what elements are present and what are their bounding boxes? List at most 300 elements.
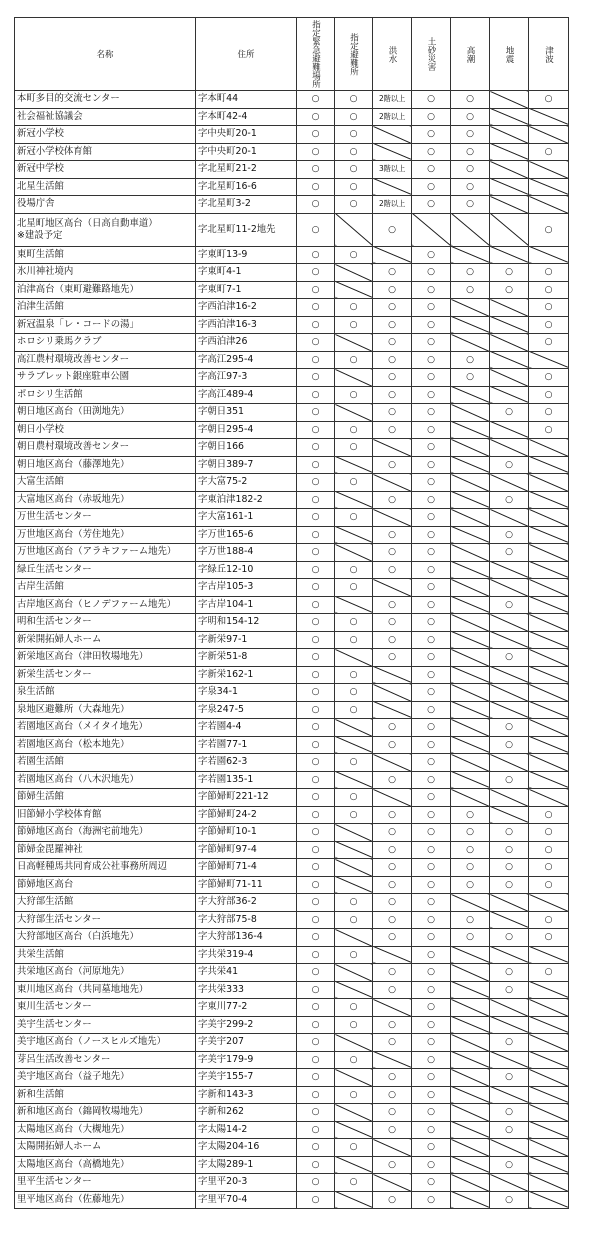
site-address: 字東町13-9 <box>196 246 297 264</box>
mark-tsunami: ○ <box>529 824 569 842</box>
mark-flood: ○ <box>373 929 412 947</box>
header-address: 住所 <box>196 18 297 91</box>
mark-landslide: ○ <box>412 1104 451 1122</box>
not-applicable-earthquake <box>490 126 529 144</box>
mark-storm-surge: ○ <box>451 264 490 282</box>
mark-flood: ○ <box>373 1034 412 1052</box>
mark-landslide: ○ <box>412 509 451 527</box>
site-address: 字東泊津182-2 <box>196 491 297 509</box>
mark-flood: ○ <box>373 491 412 509</box>
table-row <box>15 178 569 196</box>
not-applicable-tsunami <box>529 439 569 457</box>
not-applicable-tsunami <box>529 509 569 527</box>
table-row <box>15 334 569 352</box>
mark-earthquake: ○ <box>490 1191 529 1209</box>
table-row <box>15 806 569 824</box>
mark-landslide: ○ <box>412 999 451 1017</box>
site-address: 字西泊津26 <box>196 334 297 352</box>
not-applicable-earthquake <box>490 1139 529 1157</box>
mark-emergency: ○ <box>297 1016 335 1034</box>
mark-flood: 3階以上 <box>373 161 412 179</box>
site-name: 共栄地区高台（河原地先） <box>15 964 196 982</box>
header-earthquake: 地震 <box>490 18 529 91</box>
not-applicable-storm-surge <box>451 456 490 474</box>
not-applicable-storm-surge <box>451 213 490 246</box>
mark-shelter: ○ <box>335 143 373 161</box>
site-address: 字東川77-2 <box>196 999 297 1017</box>
not-applicable-flood <box>373 246 412 264</box>
mark-landslide: ○ <box>412 1086 451 1104</box>
mark-shelter: ○ <box>335 561 373 579</box>
site-name: 若園地区高台（メイタイ地先） <box>15 719 196 737</box>
mark-shelter: ○ <box>335 421 373 439</box>
table-row <box>15 439 569 457</box>
not-applicable-earthquake <box>490 1051 529 1069</box>
site-name: 高江農村環境改善センター <box>15 351 196 369</box>
not-applicable-storm-surge <box>451 1034 490 1052</box>
not-applicable-tsunami <box>529 999 569 1017</box>
site-name: 古岸生活館 <box>15 579 196 597</box>
not-applicable-storm-surge <box>451 771 490 789</box>
site-address: 字朝日295-4 <box>196 421 297 439</box>
table-row <box>15 1104 569 1122</box>
not-applicable-tsunami <box>529 771 569 789</box>
not-applicable-flood <box>373 439 412 457</box>
mark-emergency: ○ <box>297 736 335 754</box>
mark-emergency: ○ <box>297 824 335 842</box>
mark-emergency: ○ <box>297 771 335 789</box>
site-name: 美宇地区高台（益子地先） <box>15 1069 196 1087</box>
mark-earthquake: ○ <box>490 1104 529 1122</box>
mark-shelter: ○ <box>335 108 373 126</box>
mark-flood: ○ <box>373 1104 412 1122</box>
mark-landslide: ○ <box>412 876 451 894</box>
evacuation-site-table <box>14 17 569 1209</box>
not-applicable-tsunami <box>529 474 569 492</box>
not-applicable-storm-surge <box>451 946 490 964</box>
mark-tsunami: ○ <box>529 876 569 894</box>
table-row <box>15 143 569 161</box>
mark-landslide: ○ <box>412 736 451 754</box>
site-address: 字若園77-1 <box>196 736 297 754</box>
site-name: 新冠温泉「レ・コードの湯」 <box>15 316 196 334</box>
site-address: 字北星町3-2 <box>196 196 297 214</box>
site-name: 共栄生活館 <box>15 946 196 964</box>
not-applicable-storm-surge <box>451 421 490 439</box>
table-row <box>15 91 569 109</box>
mark-flood: 2階以上 <box>373 91 412 109</box>
not-applicable-tsunami <box>529 1069 569 1087</box>
mark-storm-surge: ○ <box>451 806 490 824</box>
not-applicable-tsunami <box>529 351 569 369</box>
site-address: 字若園4-4 <box>196 719 297 737</box>
site-name: 大狩部地区高台（白浜地先） <box>15 929 196 947</box>
mark-flood: ○ <box>373 841 412 859</box>
not-applicable-tsunami <box>529 1191 569 1209</box>
mark-tsunami: ○ <box>529 964 569 982</box>
site-address: 字共栄41 <box>196 964 297 982</box>
site-name: 節婦生活館 <box>15 789 196 807</box>
not-applicable-flood <box>373 1174 412 1192</box>
mark-emergency: ○ <box>297 1086 335 1104</box>
site-name: 新栄開拓婦人ホーム <box>15 631 196 649</box>
mark-emergency: ○ <box>297 649 335 667</box>
site-address: 字新和262 <box>196 1104 297 1122</box>
mark-landslide: ○ <box>412 196 451 214</box>
mark-earthquake: ○ <box>490 859 529 877</box>
not-applicable-earthquake <box>490 246 529 264</box>
mark-flood: ○ <box>373 281 412 299</box>
mark-landslide: ○ <box>412 404 451 422</box>
mark-flood: ○ <box>373 421 412 439</box>
mark-tsunami: ○ <box>529 143 569 161</box>
mark-landslide: ○ <box>412 754 451 772</box>
mark-emergency: ○ <box>297 526 335 544</box>
mark-tsunami: ○ <box>529 386 569 404</box>
site-name: 泉生活館 <box>15 684 196 702</box>
not-applicable-earthquake <box>490 1174 529 1192</box>
site-address: 字朝日351 <box>196 404 297 422</box>
not-applicable-tsunami <box>529 701 569 719</box>
mark-emergency: ○ <box>297 108 335 126</box>
site-address: 字大狩部36-2 <box>196 894 297 912</box>
mark-flood: ○ <box>373 964 412 982</box>
table-row <box>15 456 569 474</box>
not-applicable-shelter <box>335 1121 373 1139</box>
mark-emergency: ○ <box>297 929 335 947</box>
not-applicable-tsunami <box>529 736 569 754</box>
mark-emergency: ○ <box>297 264 335 282</box>
site-address: 字節婦町221-12 <box>196 789 297 807</box>
mark-landslide: ○ <box>412 596 451 614</box>
not-applicable-storm-surge <box>451 701 490 719</box>
table-row <box>15 421 569 439</box>
mark-landslide: ○ <box>412 1069 451 1087</box>
not-applicable-earthquake <box>490 334 529 352</box>
mark-landslide: ○ <box>412 264 451 282</box>
mark-emergency: ○ <box>297 369 335 387</box>
not-applicable-storm-surge <box>451 561 490 579</box>
site-name: 新冠小学校 <box>15 126 196 144</box>
table-row <box>15 1156 569 1174</box>
mark-tsunami: ○ <box>529 911 569 929</box>
site-address: 字東町4-1 <box>196 264 297 282</box>
not-applicable-earthquake <box>490 701 529 719</box>
site-address: 字明和154-12 <box>196 614 297 632</box>
not-applicable-shelter <box>335 596 373 614</box>
mark-shelter: ○ <box>335 161 373 179</box>
site-address: 字節婦町24-2 <box>196 806 297 824</box>
mark-landslide: ○ <box>412 614 451 632</box>
mark-earthquake: ○ <box>490 596 529 614</box>
mark-flood: ○ <box>373 526 412 544</box>
table-row <box>15 161 569 179</box>
mark-emergency: ○ <box>297 509 335 527</box>
mark-emergency: ○ <box>297 666 335 684</box>
site-address: 字大富75-2 <box>196 474 297 492</box>
mark-earthquake: ○ <box>490 771 529 789</box>
site-name: 大富地区高台（赤坂地先） <box>15 491 196 509</box>
mark-earthquake: ○ <box>490 281 529 299</box>
not-applicable-shelter <box>335 456 373 474</box>
mark-emergency: ○ <box>297 544 335 562</box>
mark-landslide: ○ <box>412 316 451 334</box>
mark-emergency: ○ <box>297 596 335 614</box>
site-address: 字大狩部136-4 <box>196 929 297 947</box>
mark-tsunami: ○ <box>529 213 569 246</box>
mark-landslide: ○ <box>412 491 451 509</box>
table-row <box>15 981 569 999</box>
mark-shelter: ○ <box>335 999 373 1017</box>
not-applicable-storm-surge <box>451 579 490 597</box>
mark-shelter: ○ <box>335 684 373 702</box>
table-row <box>15 369 569 387</box>
not-applicable-shelter <box>335 736 373 754</box>
mark-storm-surge: ○ <box>451 196 490 214</box>
not-applicable-earthquake <box>490 684 529 702</box>
site-name: 新和地区高台（錦岡牧場地先） <box>15 1104 196 1122</box>
mark-emergency: ○ <box>297 161 335 179</box>
table-row <box>15 999 569 1017</box>
table-row <box>15 1016 569 1034</box>
site-name: 美宇地区高台（ノースヒルズ地先） <box>15 1034 196 1052</box>
mark-earthquake: ○ <box>490 649 529 667</box>
mark-emergency: ○ <box>297 701 335 719</box>
table-row <box>15 316 569 334</box>
site-address: 字共栄319-4 <box>196 946 297 964</box>
not-applicable-earthquake <box>490 631 529 649</box>
not-applicable-storm-surge <box>451 614 490 632</box>
mark-shelter: ○ <box>335 1016 373 1034</box>
mark-flood: ○ <box>373 213 412 246</box>
mark-shelter: ○ <box>335 806 373 824</box>
site-name: 新和生活館 <box>15 1086 196 1104</box>
mark-landslide: ○ <box>412 911 451 929</box>
mark-shelter: ○ <box>335 474 373 492</box>
table-row <box>15 509 569 527</box>
mark-emergency: ○ <box>297 178 335 196</box>
not-applicable-tsunami <box>529 126 569 144</box>
site-address: 字新栄51-8 <box>196 649 297 667</box>
table-row <box>15 1051 569 1069</box>
mark-earthquake: ○ <box>490 736 529 754</box>
not-applicable-tsunami <box>529 1156 569 1174</box>
site-address: 字万世165-6 <box>196 526 297 544</box>
not-applicable-shelter <box>335 264 373 282</box>
table-row <box>15 281 569 299</box>
site-address: 字本町44 <box>196 91 297 109</box>
mark-flood: ○ <box>373 649 412 667</box>
not-applicable-tsunami <box>529 596 569 614</box>
not-applicable-shelter <box>335 544 373 562</box>
not-applicable-shelter <box>335 841 373 859</box>
mark-storm-surge: ○ <box>451 911 490 929</box>
mark-landslide: ○ <box>412 841 451 859</box>
not-applicable-tsunami <box>529 631 569 649</box>
not-applicable-storm-surge <box>451 1191 490 1209</box>
mark-emergency: ○ <box>297 719 335 737</box>
mark-flood: ○ <box>373 596 412 614</box>
mark-emergency: ○ <box>297 684 335 702</box>
not-applicable-shelter <box>335 491 373 509</box>
mark-storm-surge: ○ <box>451 859 490 877</box>
mark-landslide: ○ <box>412 526 451 544</box>
mark-earthquake: ○ <box>490 544 529 562</box>
mark-emergency: ○ <box>297 1174 335 1192</box>
mark-landslide: ○ <box>412 579 451 597</box>
mark-emergency: ○ <box>297 421 335 439</box>
not-applicable-tsunami <box>529 108 569 126</box>
mark-landslide: ○ <box>412 701 451 719</box>
not-applicable-shelter <box>335 649 373 667</box>
site-name: 旧節婦小学校体育館 <box>15 806 196 824</box>
not-applicable-shelter <box>335 981 373 999</box>
table-row <box>15 544 569 562</box>
not-applicable-storm-surge <box>451 631 490 649</box>
not-applicable-tsunami <box>529 246 569 264</box>
not-applicable-storm-surge <box>451 1139 490 1157</box>
mark-tsunami: ○ <box>529 841 569 859</box>
site-address: 字新和143-3 <box>196 1086 297 1104</box>
mark-flood: ○ <box>373 631 412 649</box>
not-applicable-shelter <box>335 369 373 387</box>
mark-shelter: ○ <box>335 701 373 719</box>
not-applicable-tsunami <box>529 1051 569 1069</box>
site-address: 字太陽14-2 <box>196 1121 297 1139</box>
site-address: 字共栄333 <box>196 981 297 999</box>
mark-emergency: ○ <box>297 246 335 264</box>
mark-landslide: ○ <box>412 684 451 702</box>
not-applicable-tsunami <box>529 196 569 214</box>
not-applicable-storm-surge <box>451 439 490 457</box>
not-applicable-tsunami <box>529 614 569 632</box>
mark-emergency: ○ <box>297 1139 335 1157</box>
not-applicable-shelter <box>335 1034 373 1052</box>
mark-landslide: ○ <box>412 1139 451 1157</box>
mark-tsunami: ○ <box>529 334 569 352</box>
mark-shelter: ○ <box>335 439 373 457</box>
mark-tsunami: ○ <box>529 806 569 824</box>
mark-flood: 2階以上 <box>373 108 412 126</box>
not-applicable-storm-surge <box>451 666 490 684</box>
site-name: 氷川神社境内 <box>15 264 196 282</box>
not-applicable-storm-surge <box>451 684 490 702</box>
not-applicable-earthquake <box>490 666 529 684</box>
not-applicable-storm-surge <box>451 981 490 999</box>
mark-shelter: ○ <box>335 754 373 772</box>
mark-flood: ○ <box>373 894 412 912</box>
table-row <box>15 196 569 214</box>
mark-flood: ○ <box>373 1086 412 1104</box>
not-applicable-earthquake <box>490 789 529 807</box>
not-applicable-tsunami <box>529 1086 569 1104</box>
mark-landslide: ○ <box>412 1191 451 1209</box>
mark-emergency: ○ <box>297 1034 335 1052</box>
not-applicable-shelter <box>335 281 373 299</box>
mark-landslide: ○ <box>412 824 451 842</box>
site-name: ポロシリ生活館 <box>15 386 196 404</box>
mark-shelter: ○ <box>335 316 373 334</box>
not-applicable-storm-surge <box>451 491 490 509</box>
mark-emergency: ○ <box>297 196 335 214</box>
table-row <box>15 701 569 719</box>
mark-shelter: ○ <box>335 386 373 404</box>
site-address: 字大狩部75-8 <box>196 911 297 929</box>
mark-storm-surge: ○ <box>451 929 490 947</box>
site-address: 字朝日389-7 <box>196 456 297 474</box>
mark-storm-surge: ○ <box>451 91 490 109</box>
mark-emergency: ○ <box>297 561 335 579</box>
table-header <box>15 18 569 91</box>
mark-landslide: ○ <box>412 421 451 439</box>
not-applicable-storm-surge <box>451 999 490 1017</box>
mark-tsunami: ○ <box>529 264 569 282</box>
site-name: 大富生活館 <box>15 474 196 492</box>
not-applicable-shelter <box>335 1104 373 1122</box>
not-applicable-shelter <box>335 824 373 842</box>
mark-shelter: ○ <box>335 91 373 109</box>
not-applicable-shelter <box>335 1069 373 1087</box>
site-address: 字里平20-3 <box>196 1174 297 1192</box>
site-name: 東町生活館 <box>15 246 196 264</box>
table-row <box>15 264 569 282</box>
not-applicable-flood <box>373 474 412 492</box>
mark-landslide: ○ <box>412 1174 451 1192</box>
site-name: 太陽地区高台（高橋地先） <box>15 1156 196 1174</box>
mark-storm-surge: ○ <box>451 178 490 196</box>
not-applicable-tsunami <box>529 579 569 597</box>
mark-earthquake: ○ <box>490 456 529 474</box>
mark-flood: ○ <box>373 351 412 369</box>
site-name: 美宇生活センター <box>15 1016 196 1034</box>
site-name: 太陽開拓婦人ホーム <box>15 1139 196 1157</box>
not-applicable-shelter <box>335 334 373 352</box>
not-applicable-tsunami <box>529 946 569 964</box>
mark-landslide: ○ <box>412 859 451 877</box>
site-address: 字東町7-1 <box>196 281 297 299</box>
mark-tsunami: ○ <box>529 369 569 387</box>
table-row <box>15 126 569 144</box>
not-applicable-earthquake <box>490 316 529 334</box>
mark-storm-surge: ○ <box>451 108 490 126</box>
mark-landslide: ○ <box>412 649 451 667</box>
mark-storm-surge: ○ <box>451 143 490 161</box>
site-address: 字西泊津16-3 <box>196 316 297 334</box>
table-row <box>15 876 569 894</box>
mark-flood: ○ <box>373 544 412 562</box>
not-applicable-shelter <box>335 771 373 789</box>
not-applicable-flood <box>373 789 412 807</box>
not-applicable-storm-surge <box>451 596 490 614</box>
site-name: 本町多目的交流センター <box>15 91 196 109</box>
not-applicable-shelter <box>335 213 373 246</box>
site-address: 字古岸105-3 <box>196 579 297 597</box>
table-row <box>15 736 569 754</box>
site-name: 大狩部生活センター <box>15 911 196 929</box>
table-row <box>15 1191 569 1209</box>
not-applicable-earthquake <box>490 386 529 404</box>
mark-shelter: ○ <box>335 946 373 964</box>
not-applicable-earthquake <box>490 509 529 527</box>
mark-flood: ○ <box>373 1121 412 1139</box>
mark-earthquake: ○ <box>490 491 529 509</box>
mark-landslide: ○ <box>412 1156 451 1174</box>
site-address: 字大富161-1 <box>196 509 297 527</box>
table-row <box>15 964 569 982</box>
site-address: 字朝日166 <box>196 439 297 457</box>
not-applicable-tsunami <box>529 1121 569 1139</box>
table-row <box>15 946 569 964</box>
